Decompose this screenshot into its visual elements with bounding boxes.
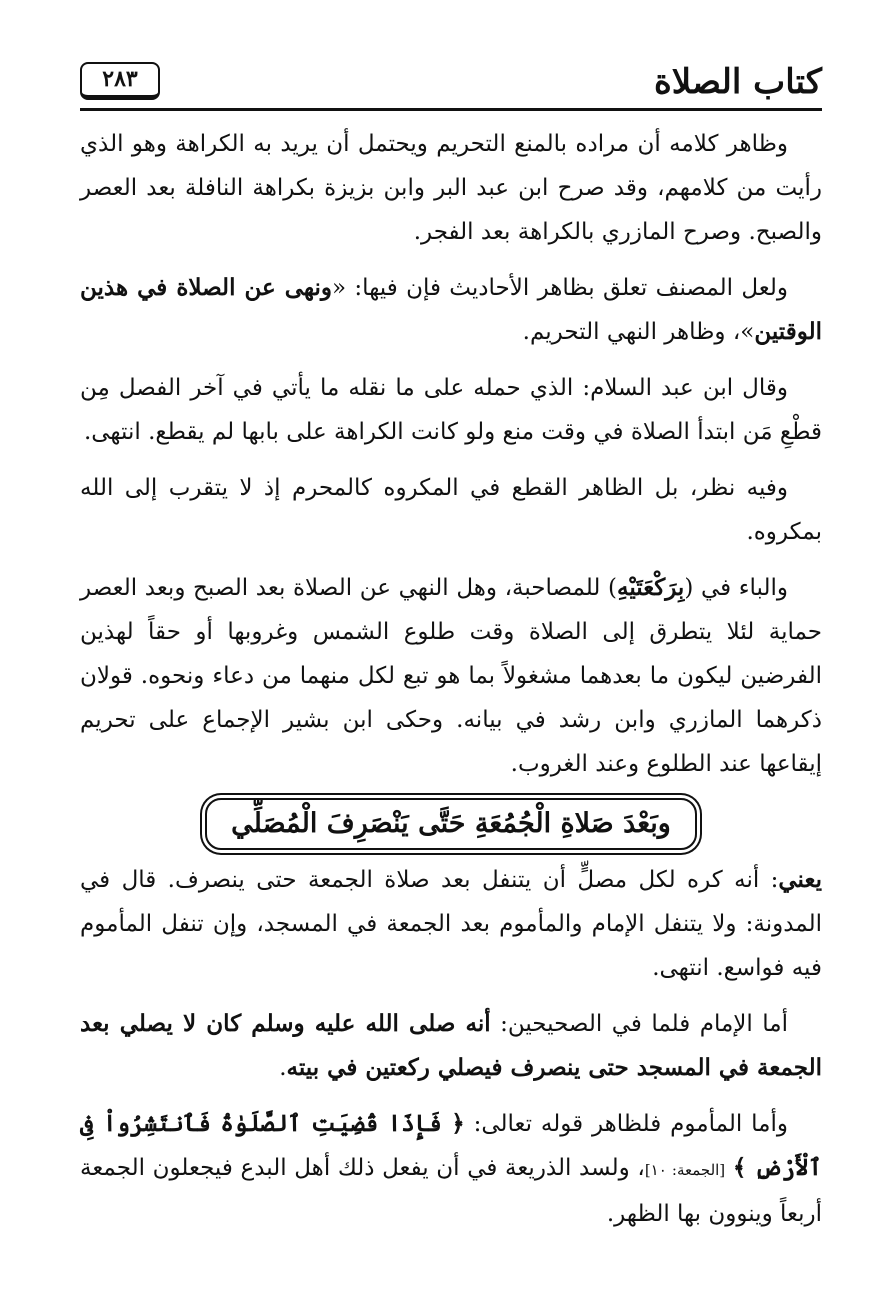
paragraph-2-tail: »، وظاهر النهي التحريم.: [522, 319, 755, 345]
paragraph-4: وفيه نظر، بل الظاهر القطع في المكروه كالمحرم إذ لا يتقرب إلى الله بمكروه.: [80, 475, 822, 545]
matn-box-wrapper: [80, 798, 822, 850]
paragraph-2-text: ولعل المصنف تعلق بظاهر الأحاديث فإن فيها: «: [332, 275, 788, 301]
paragraph-6-text: : أنه كره لكل مصلٍّ أن يتنفل بعد صلاة الجمعة حتى ينصرف. قال في المدونة: ولا يتنفل الإمام والمأموم بعد الجمعة في المسجد، وإن تنفل المأموم فيه فواسع. انتهى.: [80, 867, 822, 981]
paragraph-7-tail: .: [279, 1055, 287, 1081]
hadith-text: أنه صلى الله عليه وسلم كان لا يصلي بعد الجمعة في المسجد حتى ينصرف فيصلي ركعتين في بيته: [80, 1010, 822, 1081]
book-title: كتاب الصلاة: [653, 62, 822, 102]
quran-verse: ﴿ فَإِذَا قُضِيَتِ ٱلصَّلَوٰةُ فَٱنتَشِرُواْ فِى ٱلْأَرْضِ ﴾: [80, 1110, 823, 1181]
page-body: [80, 122, 822, 1248]
paragraph-5-lead: والباء في (: [684, 575, 788, 601]
paragraph-5-text: ) للمصاحبة، وهل النهي عن الصلاة بعد الصبح وبعد العصر حماية لئلا يتطرق إلى الصلاة وقت طلوع الشمس وغروبها أو حقاً لهذين الفرضين ليكون ما بعدهما مشغولاً بما هو تبع لكل منهما من دعاء ونحوه. قولان ذكرهما المازري وابن رشد في بيانه. وحكى ابن بشير الإجماع على تحريم إيقاعها عند الطلوع وعند الغروب.: [80, 575, 822, 777]
hadith-quote: ونهى عن الصلاة في هذين الوقتين: [80, 274, 822, 345]
matn-term: بِرَكْعَتَيْهِ: [616, 574, 685, 601]
paragraph-1: وظاهر كلامه أن مراده بالمنع التحريم ويحتمل أن يريد به الكراهة وهو الذي رأيت من كلامهم، وقد صرح ابن عبد البر وابن بزيزة بكراهة النافلة بعد العصر والصبح. وصرح المازري بالكراهة بعد الفجر.: [80, 131, 822, 245]
paragraph-8-tail: ، ولسد الذريعة في أن يفعل ذلك أهل البدع فيجعلون الجمعة أربعاً وينوون بها الظهر.: [80, 1155, 822, 1227]
page-number: ٢٨٣: [80, 62, 160, 100]
paragraph-8-text: وأما المأموم فلظاهر قوله تعالى:: [464, 1111, 788, 1137]
paragraph-6-lead: يعني: [778, 866, 822, 893]
paragraph-7-text: أما الإمام فلما في الصحيحين:: [490, 1011, 788, 1037]
page: [80, 58, 823, 1227]
paragraph-2: [80, 266, 822, 354]
verse-reference: [الجمعة: ١٠]: [644, 1161, 726, 1179]
matn-heading-box: وبَعْدَ صَلاةِ الْجُمُعَةِ حَتَّى يَنْصَرِفَ الْمُصَلِّي: [205, 798, 697, 850]
paragraph-3: وقال ابن عبد السلام: الذي حمله على ما نقله ما يأتي في آخر الفصل مِن قطْعِ مَن ابتدأ الصلاة في وقت منع ولو كانت الكراهة على بابها لم يقطع. انتهى.: [80, 375, 822, 445]
paragraph-7: [80, 1002, 822, 1090]
paragraph-8: [80, 1102, 822, 1236]
paragraph-5: [80, 566, 822, 786]
header-rule: [80, 108, 822, 111]
page-header: [80, 58, 822, 106]
paragraph-6: [80, 858, 822, 990]
